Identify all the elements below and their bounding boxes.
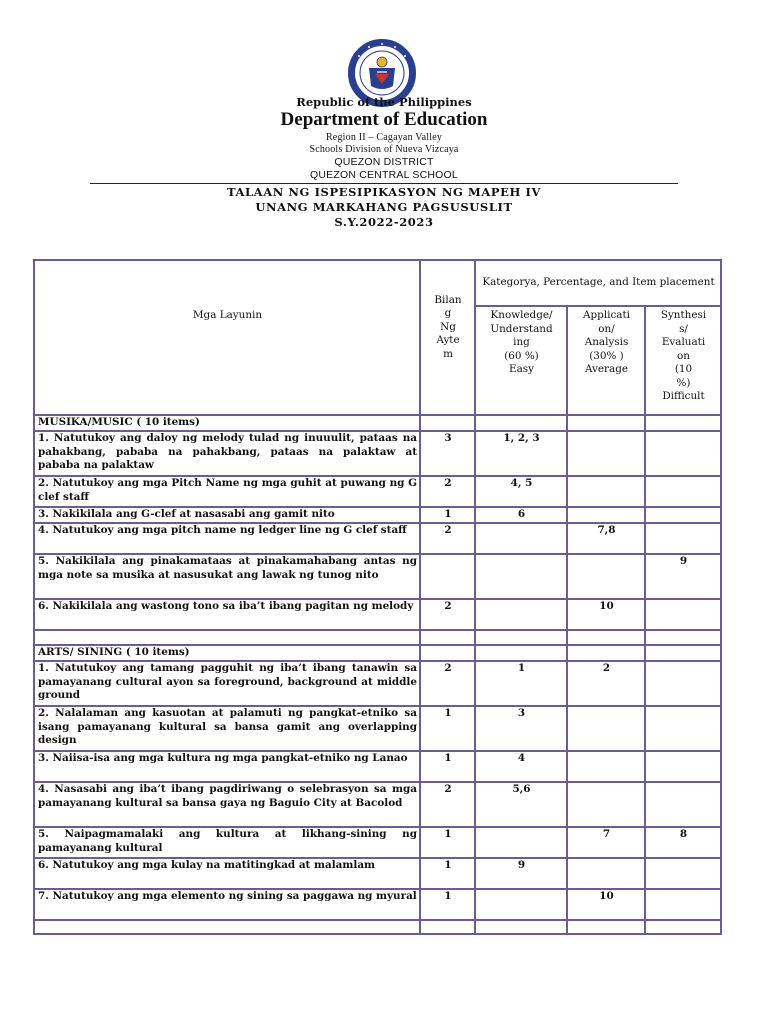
synthesis-cell xyxy=(645,751,721,782)
knowledge-cell xyxy=(475,415,567,431)
objective-cell: 1. Natutukoy ang tamang pagguhit ng iba’t ibang tanawin sa pamayanang cultural ayon sa foreground, background at middle ground xyxy=(34,661,420,706)
objective-cell: 6. Nakikilala ang wastong tono sa iba’t ibang pagitan ng melody xyxy=(34,599,420,630)
item-count-cell: 1 xyxy=(420,858,475,889)
application-cell xyxy=(567,782,645,827)
synthesis-cell xyxy=(645,523,721,554)
application-cell xyxy=(567,415,645,431)
objective-cell: 5. Nakikilala ang pinakamataas at pinakamahabang antas ng mga note sa musika at nasusukat ang lawak ng tunog nito xyxy=(34,554,420,599)
table-row xyxy=(34,782,721,827)
knowledge-cell xyxy=(475,920,567,934)
section-row xyxy=(34,645,721,661)
objective-cell xyxy=(34,630,420,645)
application-cell: 10 xyxy=(567,599,645,630)
knowledge-cell: 9 xyxy=(475,858,567,889)
item-count-cell: 1 xyxy=(420,507,475,523)
header-category: Kategorya, Percentage, and Item placement xyxy=(475,260,721,306)
objective-cell: 3. Nakikilala ang G-clef at nasasabi ang gamit nito xyxy=(34,507,420,523)
knowledge-cell xyxy=(475,889,567,920)
header-objectives: Mga Layunin xyxy=(34,260,420,415)
table-row xyxy=(34,827,721,858)
knowledge-cell: 6 xyxy=(475,507,567,523)
table-row xyxy=(34,751,721,782)
knowledge-cell xyxy=(475,630,567,645)
synthesis-cell xyxy=(645,431,721,476)
document-subtitle: UNANG MARKAHANG PAGSUSUSLIT xyxy=(255,200,513,214)
knowledge-cell xyxy=(475,645,567,661)
objective-cell: 1. Natutukoy ang daloy ng melody tulad ng inuuulit, pataas na pahakbang, pababa na pahakbang, pataas na palaktaw at pababa na palaktaw xyxy=(34,431,420,476)
objective-cell: 7. Natutukoy ang mga elemento ng sining sa paggawa ng myural xyxy=(34,889,420,920)
synthesis-cell xyxy=(645,476,721,507)
item-count-cell xyxy=(420,920,475,934)
table-row xyxy=(34,431,721,476)
table-row xyxy=(34,706,721,751)
header-knowledge: Knowledge/ Understand ing (60 %) Easy xyxy=(475,306,567,415)
knowledge-cell: 1 xyxy=(475,661,567,706)
table-row xyxy=(34,661,721,706)
table-row xyxy=(34,507,721,523)
district-line: QUEZON DISTRICT xyxy=(334,156,434,168)
application-cell xyxy=(567,645,645,661)
republic-line: Republic of the Philippines xyxy=(296,95,472,109)
objective-cell: 5. Naipagmamalaki ang kultura at likhang-sining ng pamayanang kultural xyxy=(34,827,420,858)
header-divider xyxy=(90,183,678,184)
document-title: TALAAN NG ISPESIPIKASYON NG MAPEH IV xyxy=(226,185,542,199)
synthesis-cell xyxy=(645,782,721,827)
objective-cell: MUSIKA/MUSIC ( 10 items) xyxy=(34,415,420,431)
objective-cell xyxy=(34,920,420,934)
item-count-cell: 2 xyxy=(420,523,475,554)
item-count-cell: 1 xyxy=(420,827,475,858)
knowledge-cell: 4 xyxy=(475,751,567,782)
synthesis-cell xyxy=(645,706,721,751)
application-cell: 7,8 xyxy=(567,523,645,554)
synthesis-cell xyxy=(645,889,721,920)
school-year: S.Y.2022-2023 xyxy=(334,215,434,229)
table-header-row-1 xyxy=(34,260,721,306)
knowledge-cell xyxy=(475,827,567,858)
application-cell xyxy=(567,706,645,751)
objective-cell: 4. Natutukoy ang mga pitch name ng ledger line ng G clef staff xyxy=(34,523,420,554)
item-count-cell: 1 xyxy=(420,889,475,920)
item-count-cell: 2 xyxy=(420,782,475,827)
item-count-cell: 2 xyxy=(420,599,475,630)
table-row xyxy=(34,523,721,554)
objective-cell: 6. Natutukoy ang mga kulay na matitingkad at malamlam xyxy=(34,858,420,889)
application-cell: 10 xyxy=(567,889,645,920)
knowledge-cell: 1, 2, 3 xyxy=(475,431,567,476)
application-cell xyxy=(567,554,645,599)
header-synthesis: Synthesi s/ Evaluati on (10 %) Difficult xyxy=(645,306,721,415)
knowledge-cell xyxy=(475,599,567,630)
item-count-cell xyxy=(420,554,475,599)
item-count-cell xyxy=(420,415,475,431)
knowledge-cell xyxy=(475,523,567,554)
synthesis-cell xyxy=(645,630,721,645)
synthesis-cell xyxy=(645,599,721,630)
synthesis-cell: 9 xyxy=(645,554,721,599)
objective-cell: 4. Nasasabi ang iba’t ibang pagdiriwang o selebrasyon sa mga pamayanang kultural sa bansa gaya ng Baguio City at Bacolod xyxy=(34,782,420,827)
header-item-count: Bilan g Ng Ayte m xyxy=(420,260,475,415)
application-cell: 2 xyxy=(567,661,645,706)
header-application: Applicati on/ Analysis (30% ) Average xyxy=(567,306,645,415)
item-count-cell xyxy=(420,645,475,661)
table-row xyxy=(34,889,721,920)
table-row xyxy=(34,858,721,889)
synthesis-cell xyxy=(645,415,721,431)
synthesis-cell xyxy=(645,661,721,706)
section-row xyxy=(34,415,721,431)
objective-cell: 2. Natutukoy ang mga Pitch Name ng mga guhit at puwang ng G clef staff xyxy=(34,476,420,507)
table-row xyxy=(34,554,721,599)
knowledge-cell: 5,6 xyxy=(475,782,567,827)
table-row xyxy=(34,599,721,630)
table-row xyxy=(34,476,721,507)
application-cell xyxy=(567,431,645,476)
item-count-cell xyxy=(420,630,475,645)
objective-cell: ARTS/ SINING ( 10 items) xyxy=(34,645,420,661)
synthesis-cell xyxy=(645,507,721,523)
knowledge-cell: 4, 5 xyxy=(475,476,567,507)
synthesis-cell xyxy=(645,920,721,934)
application-cell xyxy=(567,858,645,889)
application-cell xyxy=(567,507,645,523)
item-count-cell: 3 xyxy=(420,431,475,476)
knowledge-cell xyxy=(475,554,567,599)
blank-row xyxy=(34,630,721,645)
specification-table xyxy=(33,259,722,935)
synthesis-cell: 8 xyxy=(645,827,721,858)
objective-cell: 2. Nalalaman ang kasuotan at palamuti ng pangkat-etniko sa isang pamayanang kultural sa bansa gamit ang overlapping design xyxy=(34,706,420,751)
region-line: Region II – Cagayan Valley xyxy=(325,132,443,143)
application-cell xyxy=(567,751,645,782)
application-cell xyxy=(567,476,645,507)
application-cell xyxy=(567,920,645,934)
school-line: QUEZON CENTRAL SCHOOL xyxy=(310,169,458,181)
synthesis-cell xyxy=(645,645,721,661)
synthesis-cell xyxy=(645,858,721,889)
department-name: Department of Education xyxy=(280,109,488,130)
item-count-cell: 1 xyxy=(420,706,475,751)
application-cell: 7 xyxy=(567,827,645,858)
application-cell xyxy=(567,630,645,645)
division-line: Schools Division of Nueva Vizcaya xyxy=(309,144,459,155)
item-count-cell: 1 xyxy=(420,751,475,782)
item-count-cell: 2 xyxy=(420,476,475,507)
item-count-cell: 2 xyxy=(420,661,475,706)
objective-cell: 3. Naiisa-isa ang mga kultura ng mga pangkat-etniko ng Lanao xyxy=(34,751,420,782)
knowledge-cell: 3 xyxy=(475,706,567,751)
blank-row xyxy=(34,920,721,934)
